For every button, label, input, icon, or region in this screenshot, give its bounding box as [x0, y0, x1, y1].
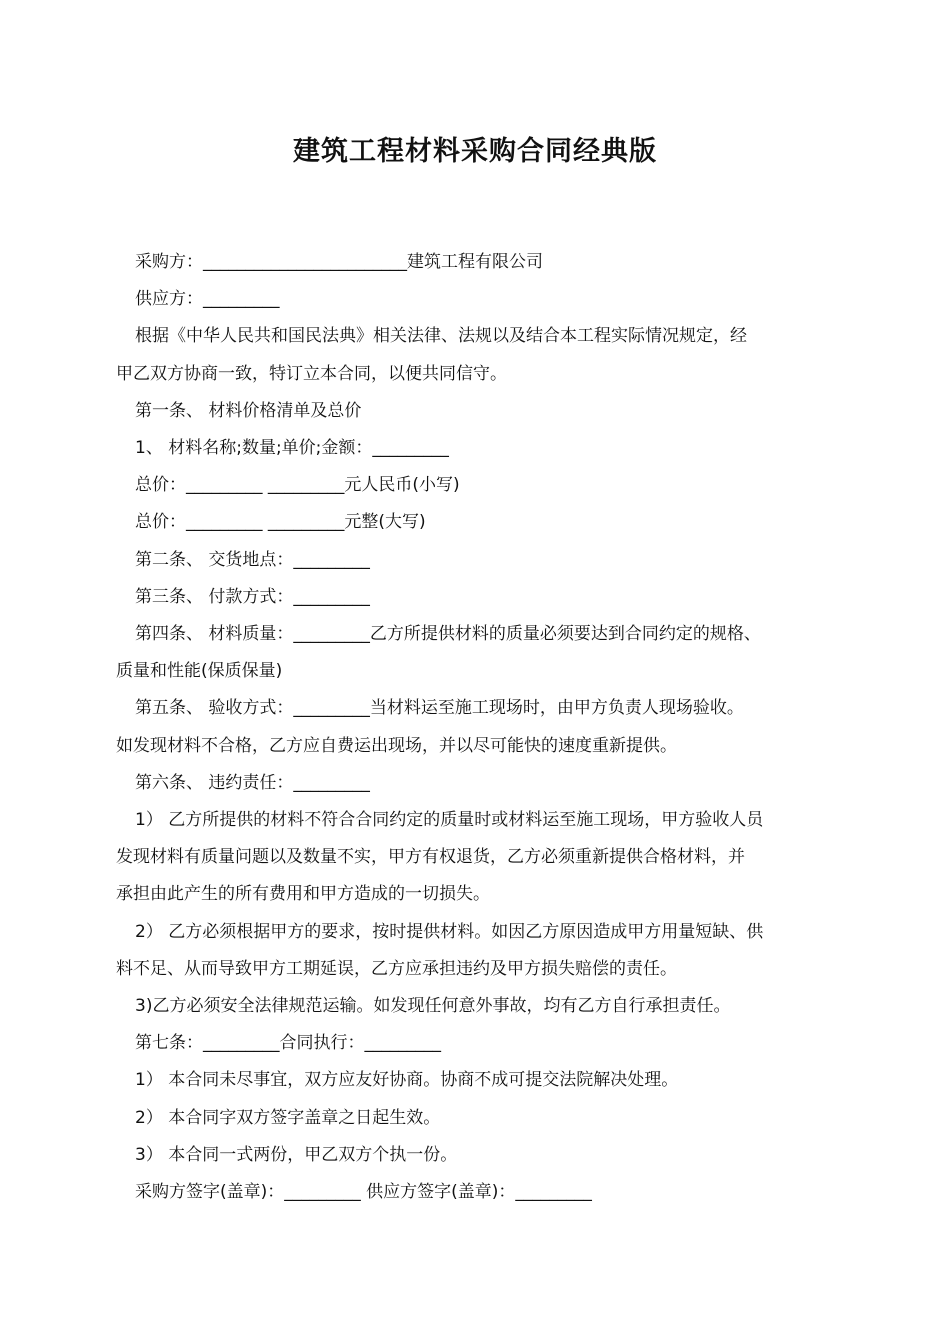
- article-5-line-1: 第五条、 验收方式：_________当材料运至施工现场时，由甲方负责人现场验收。: [135, 698, 744, 719]
- article-2: 第二条、 交货地点：_________: [135, 549, 370, 570]
- article-7-item-2: 2） 本合同字双方签字盖章之日起生效。: [135, 1107, 441, 1128]
- article-7-item-1: 1） 本合同未尽事宜，双方应友好协商。协商不成可提交法院解决处理。: [135, 1070, 679, 1091]
- article-6-heading: 第六条、 违约责任：_________: [135, 772, 370, 793]
- article-6-item-1-line-1: 1） 乙方所提供的材料不符合合同约定的质量时或材料运至施工现场，甲方验收人员: [135, 810, 764, 831]
- article-4-line-2: 质量和性能(保质保量): [116, 661, 283, 682]
- total-price-uppercase: 总价：_________ _________元整(大写): [135, 512, 426, 533]
- article-7-item-3: 3） 本合同一式两份，甲乙双方个执一份。: [135, 1144, 458, 1165]
- article-6-item-2-line-2: 料不足、从而导致甲方工期延误，乙方应承担违约及甲方损失赔偿的责任。: [116, 958, 677, 979]
- article-7-heading: 第七条：_________合同执行：_________: [135, 1033, 441, 1054]
- supplier-line: 供应方：_________: [135, 289, 280, 310]
- preamble-line-1: 根据《中华人民共和国民法典》相关法律、法规以及结合本工程实际情况规定，经: [135, 326, 747, 347]
- article-6-item-1-line-3: 承担由此产生的所有费用和甲方造成的一切损失。: [116, 884, 490, 905]
- article-3: 第三条、 付款方式：_________: [135, 586, 370, 607]
- article-4-line-1: 第四条、 材料质量：_________乙方所提供材料的质量必须要达到合同约定的规格、: [135, 624, 761, 645]
- preamble-line-2: 甲乙双方协商一致，特订立本合同，以便共同信守。: [116, 363, 507, 384]
- article-6-item-3: 3)乙方必须安全法律规范运输。如发现任何意外事故，均有乙方自行承担责任。: [135, 996, 731, 1017]
- article-1-heading: 第一条、 材料价格清单及总价: [135, 400, 362, 421]
- total-price-lowercase: 总价：_________ _________元人民币(小写): [135, 475, 460, 496]
- signature-line: 采购方签字(盖章)：_________ 供应方签字(盖章)：_________: [135, 1182, 592, 1203]
- article-5-line-2: 如发现材料不合格，乙方应自费运出现场，并以尽可能快的速度重新提供。: [116, 735, 677, 756]
- buyer-line: 采购方：________________________建筑工程有限公司: [135, 252, 543, 272]
- document-title: 建筑工程材料采购合同经典版: [293, 136, 657, 167]
- document-body: [116, 244, 850, 1211]
- article-6-item-1-line-2: 发现材料有质量问题以及数量不实，甲方有权退货，乙方必须重新提供合格材料，并: [116, 847, 745, 868]
- article-6-item-2-line-1: 2） 乙方必须根据甲方的要求，按时提供材料。如因乙方原因造成甲方用量短缺、供: [135, 921, 764, 942]
- article-1-item: 1、 材料名称;数量;单价;金额：_________: [135, 438, 449, 459]
